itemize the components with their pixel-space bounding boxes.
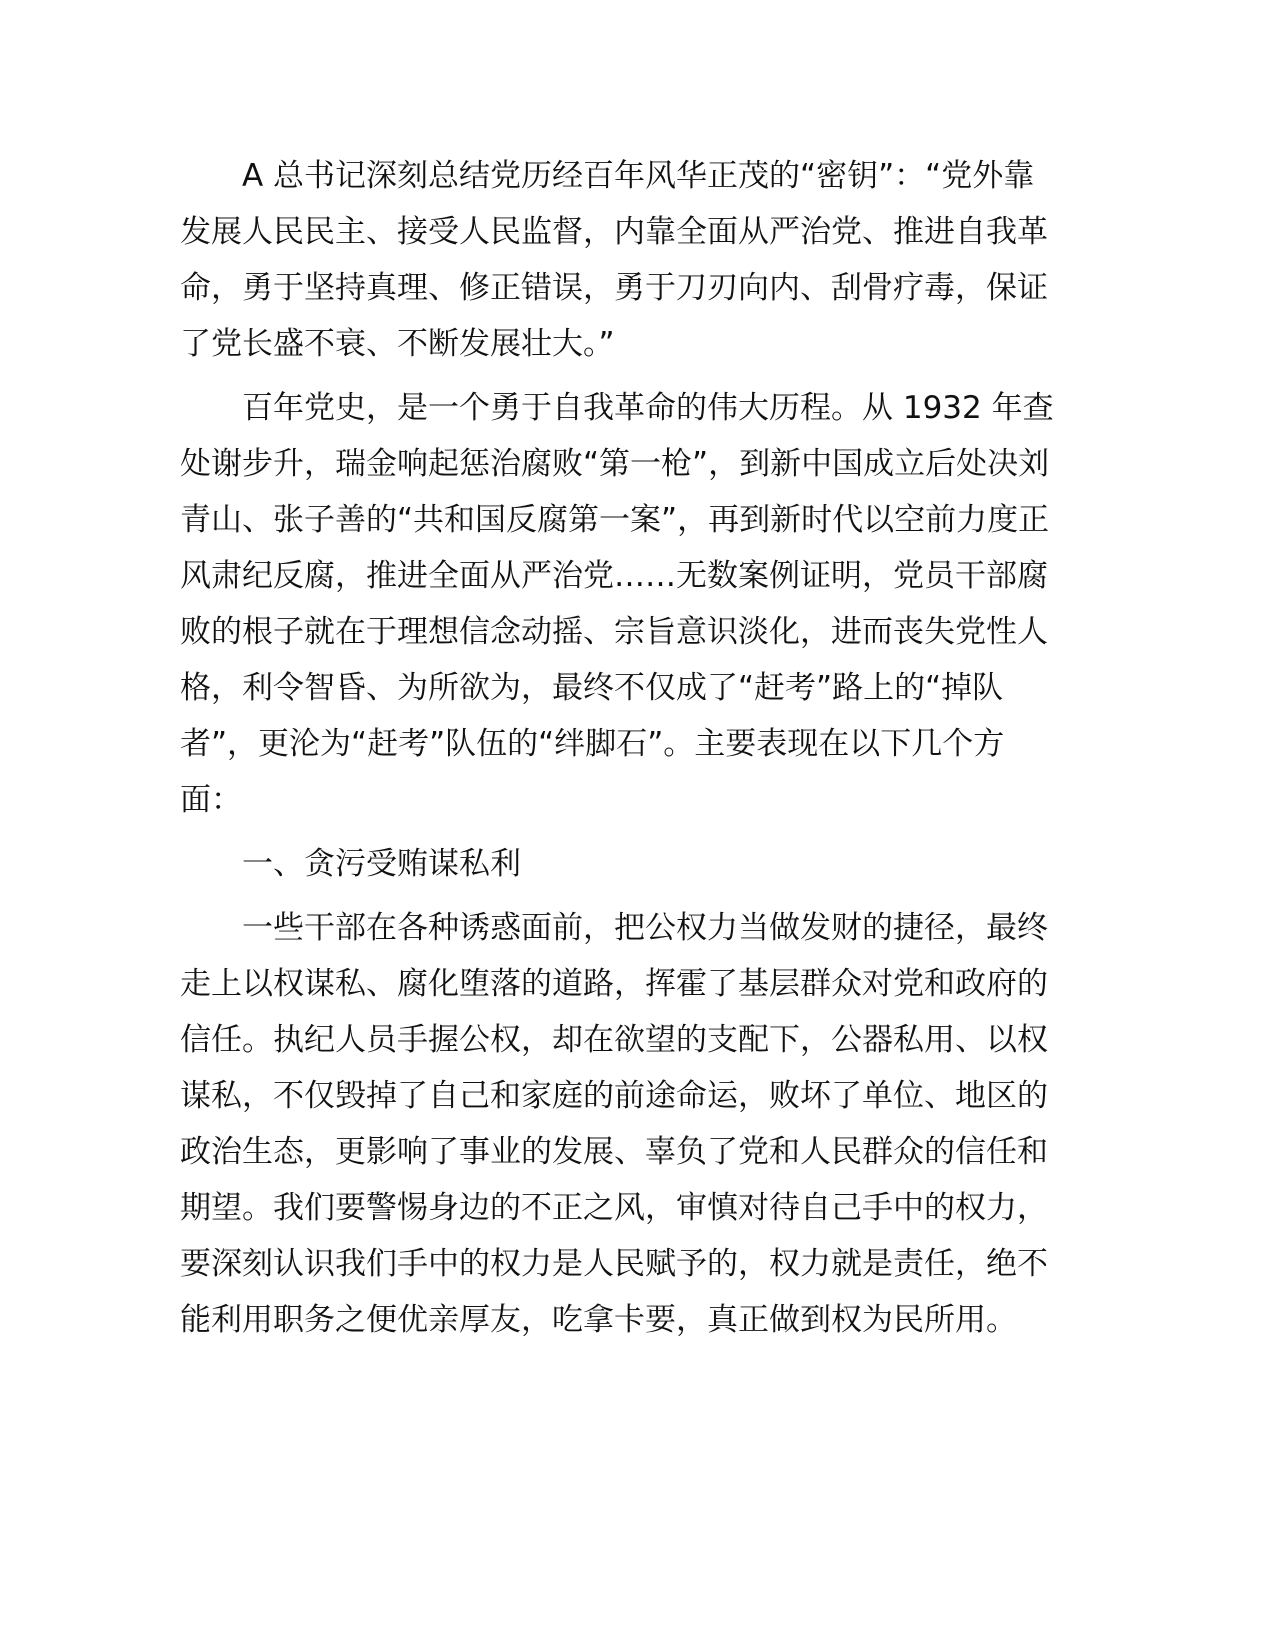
document-body xyxy=(180,148,1060,1356)
section-heading: 一、贪污受贿谋私利 xyxy=(242,846,521,882)
paragraph-intro: A 总书记深刻总结党历经百年风华正茂的“密钥”：“党外靠发展人民民主、接受人民监督，内靠全面从严治党、推进自我革命，勇于坚持真理、修正错误，勇于刀刃向内、刮骨疗毒，保证了党长盛不衰、不断发展壮大。” xyxy=(180,158,1048,362)
paragraph-section-body: 一些干部在各种诱惑面前，把公权力当做发财的捷径，最终走上以权谋私、腐化堕落的道路，挥霍了基层群众对党和政府的信任。执纪人员手握公权，却在欲望的支配下，公器私用、以权谋私，不仅毁掉了自己和家庭的前途命运，败坏了单位、地区的政治生态，更影响了事业的发展、辜负了党和人民群众的信任和期望。我们要警惕身边的不正之风，审慎对待自己手中的权力，要深刻认识我们手中的权力是人民赋予的，权力就是责任，绝不能利用职务之便优亲厚友，吃拿卡要，真正做到权为民所用。 xyxy=(180,910,1048,1338)
paragraph-history: 百年党史，是一个勇于自我革命的伟大历程。从 1932 年查处谢步升，瑞金响起惩治腐败“第一枪”，到新中国成立后处决刘青山、张子善的“共和国反腐第一案”，再到新时代以空前力度正风肃纪反腐，推进全面从严治党……无数案例证明，党员干部腐败的根子就在于理想信念动摇、宗旨意识淡化，进而丧失党性人格，利令智昏、为所欲为，最终不仅成了“赶考”路上的“掉队者”，更沦为“赶考”队伍的“绊脚石”。主要表现在以下几个方面： xyxy=(180,390,1054,818)
